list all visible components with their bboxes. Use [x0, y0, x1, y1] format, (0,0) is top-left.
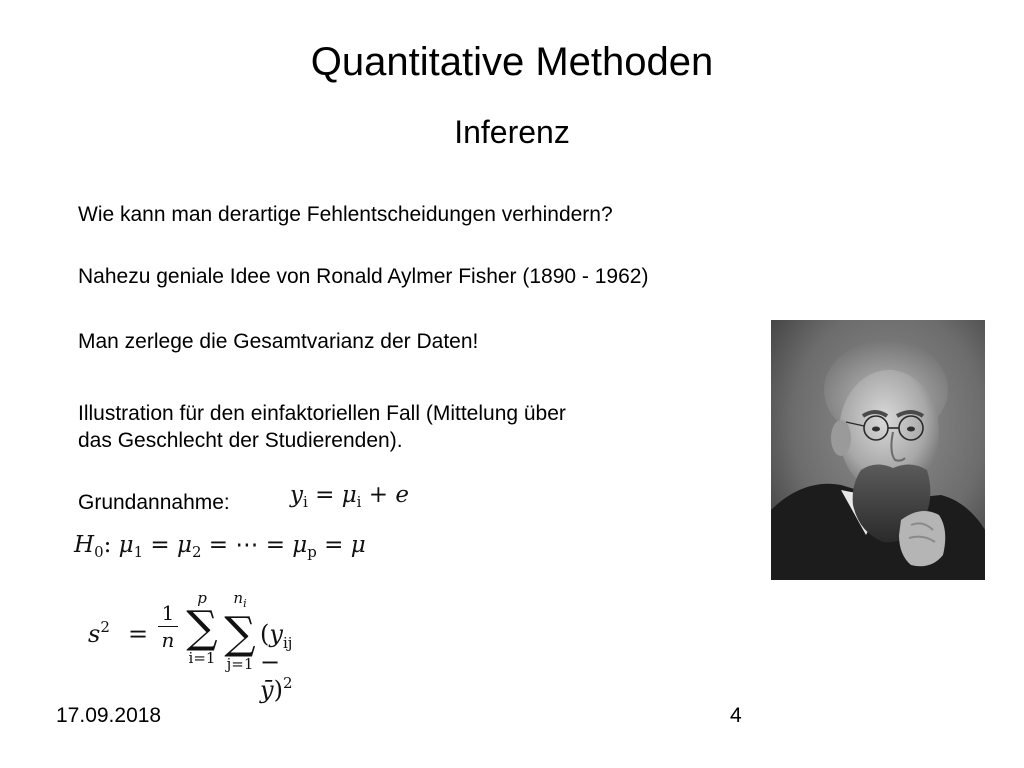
formula-subscript: 2: [191, 543, 202, 562]
fraction-numerator: 1: [161, 601, 175, 625]
formula-paren: (: [260, 620, 270, 648]
formula-fraction: [158, 602, 178, 651]
formula-operator: =: [128, 620, 149, 648]
formula-subscript: i: [356, 493, 362, 512]
formula-operator: =: [265, 532, 285, 558]
formula-ellipsis: ⋯: [235, 532, 259, 558]
formula-symbol: μ: [177, 532, 192, 558]
formula-operator: =: [208, 532, 229, 558]
formula-symbol: e: [395, 482, 409, 508]
sum-lower-limit: i=1: [188, 649, 216, 667]
formula-null-hypothesis: [74, 532, 366, 562]
fraction-bar: [158, 626, 178, 627]
formula-mean-symbol: ȳ: [260, 676, 274, 704]
formula-variance-lhs: [88, 620, 110, 648]
slide-subtitle: Inferenz: [454, 114, 570, 150]
formula-symbol: s: [88, 620, 101, 648]
sum-upper-limit: p: [197, 589, 207, 607]
footer-page-number: 4: [730, 704, 742, 727]
formula-symbol: y: [290, 482, 303, 508]
formula-operator: :: [103, 532, 112, 558]
formula-subscript: i: [303, 493, 308, 512]
formula-subscript: p: [307, 543, 317, 562]
formula-basic-model: [290, 482, 409, 512]
formula-operator: =: [315, 482, 335, 508]
portrait-photo-icon: [771, 320, 985, 580]
text-basic-assumption: Grundannahme:: [78, 491, 230, 514]
text-fisher-idea: Nahezu geniale Idee von Ronald Aylmer Fisher (1890 - 1962): [78, 265, 649, 288]
formula-symbol: μ: [341, 482, 357, 508]
formula-symbol: μ: [118, 532, 134, 558]
text-illustration-line2: das Geschlecht der Studierenden).: [78, 429, 403, 452]
fraction-denominator: n: [161, 628, 175, 652]
formula-subscript: ij: [282, 634, 293, 652]
formula-symbol: H: [74, 532, 95, 558]
formula-paren: ): [273, 676, 283, 704]
sigma-icon: ∑: [186, 602, 218, 653]
formula-subscript: 1: [133, 543, 144, 562]
formula-symbol: μ: [292, 532, 308, 558]
sigma-icon: ∑: [224, 608, 256, 659]
slide-title: Quantitative Methoden: [310, 40, 714, 84]
sum-lower-limit: j=1: [226, 655, 254, 673]
formula-subscript: 0: [94, 543, 104, 562]
portrait-drawing: [771, 320, 985, 580]
formula-operator: −: [260, 648, 281, 676]
footer-date: 17.09.2018: [56, 704, 162, 727]
text-question: Wie kann man derartige Fehlentscheidungen verhindern?: [78, 203, 613, 226]
formula-superscript: 2: [100, 618, 110, 636]
formula-symbol: y: [269, 620, 283, 648]
formula-operator: +: [368, 482, 389, 508]
sum-upper-subscript: i: [243, 597, 247, 610]
formula-symbol: μ: [350, 532, 366, 558]
sum-upper-symbol: n: [233, 589, 244, 607]
formula-operator: =: [324, 532, 344, 558]
text-variance-decomposition: Man zerlege die Gesamtvarianz der Daten!: [78, 330, 479, 353]
formula-squared-deviation: [260, 620, 292, 704]
formula-operator: =: [150, 532, 170, 558]
formula-sum-inner: [218, 590, 262, 672]
text-illustration-line1: Illustration für den einfaktoriellen Fall (Mittelung über: [78, 402, 566, 425]
formula-superscript: 2: [282, 674, 293, 692]
